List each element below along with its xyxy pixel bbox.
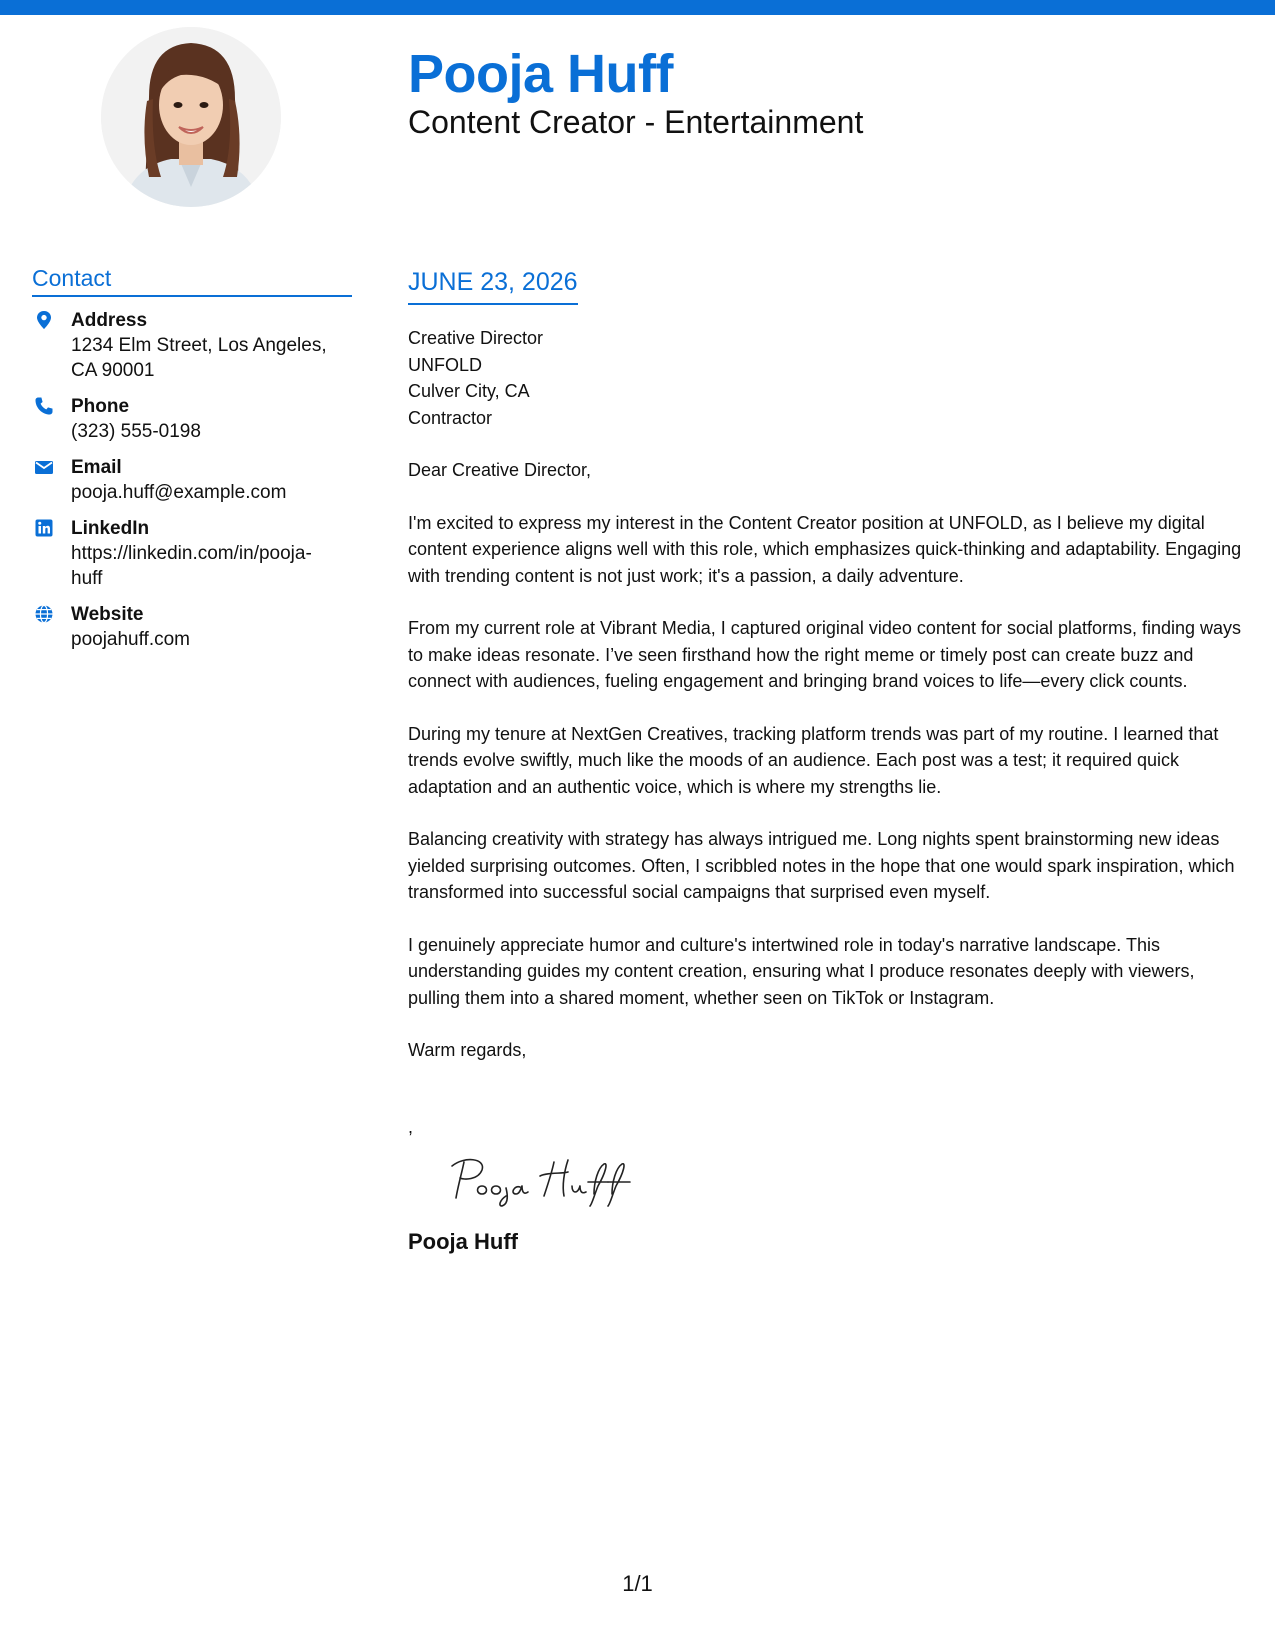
signer-name: Pooja Huff <box>408 1228 518 1254</box>
contact-label: Phone <box>71 396 130 417</box>
globe-icon <box>34 604 54 624</box>
letter-body <box>408 266 1248 1256</box>
recipient-line: Creative Director <box>408 328 544 348</box>
contact-item-website <box>32 602 352 652</box>
body-paragraph: During my tenure at NextGen Creatives, tracking platform trends was part of my routine. I learned that trends evolve swiftly, much like the moods of an audience. Each post was a test; it required quick adaptation and an authentic voice, which is where my strengths lie. <box>408 723 1219 797</box>
closing: Warm regards, <box>408 1040 527 1060</box>
job-title: Content Creator - Entertainment <box>408 104 864 140</box>
phone-value[interactable]: (323) 555-0198 <box>71 421 201 442</box>
envelope-icon <box>34 457 54 477</box>
body-paragraph: I genuinely appreciate humor and culture's intertwined role in today's narrative landscape. This understanding guides my content creation, ensuring what I produce resonates deeply with viewers, pulling them into a shared moment, whether seen on TikTok or Instagram. <box>408 934 1195 1008</box>
contact-item-phone <box>32 394 352 444</box>
recipient-line: Contractor <box>408 407 493 428</box>
contact-sidebar <box>32 264 352 652</box>
comma-line: , <box>408 1116 414 1137</box>
contact-label: LinkedIn <box>71 518 150 539</box>
website-value[interactable]: poojahuff.com <box>71 629 191 650</box>
linkedin-value[interactable]: https://linkedin.com/in/pooja-huff <box>71 543 312 589</box>
contact-section-title: Contact <box>32 264 352 297</box>
phone-icon <box>34 396 54 416</box>
linkedin-icon <box>34 518 54 538</box>
salutation: Dear Creative Director, <box>408 460 592 480</box>
contact-label: Website <box>71 604 144 625</box>
top-accent-bar <box>0 0 1275 15</box>
page-number: 1/1 <box>622 1571 653 1596</box>
profile-photo <box>101 27 281 207</box>
contact-item-email <box>32 455 352 505</box>
recipient-line: Culver City, CA <box>408 381 530 401</box>
contact-label: Email <box>71 457 122 478</box>
recipient-line: UNFOLD <box>408 354 483 375</box>
recipient-block <box>408 325 1248 431</box>
body-paragraph: I'm excited to express my interest in the Content Creator position at UNFOLD, as I believe my digital content experience aligns well with this role, which emphasizes quick-thinking and adaptability. Engaging with trending content is not just work; it's a passion, a daily adventure. <box>408 512 1242 586</box>
address-value: 1234 Elm Street, Los Angeles, CA 90001 <box>71 335 327 381</box>
contact-label: Address <box>71 310 148 331</box>
contact-item-address <box>32 308 352 383</box>
applicant-name: Pooja Huff <box>408 44 673 104</box>
letter-date: JUNE 23, 2026 <box>408 266 578 305</box>
email-value[interactable]: pooja.huff@example.com <box>71 482 287 503</box>
location-pin-icon <box>34 310 54 330</box>
contact-item-linkedin <box>32 516 352 591</box>
body-paragraph: Balancing creativity with strategy has always intrigued me. Long nights spent brainstorming new ideas yielded surprising outcomes. Often, I scribbled notes in the hope that one would spark inspiration, which transformed into successful social campaigns that surprised even myself. <box>408 829 1235 902</box>
handwritten-signature <box>444 1152 644 1208</box>
body-paragraph: From my current role at Vibrant Media, I captured original video content for social platforms, finding ways to make ideas resonate. I’ve seen firsthand how the right meme or timely post can create buzz and connect with audiences, fueling engagement and bringing brand voices to life—every click counts. <box>408 618 1242 691</box>
